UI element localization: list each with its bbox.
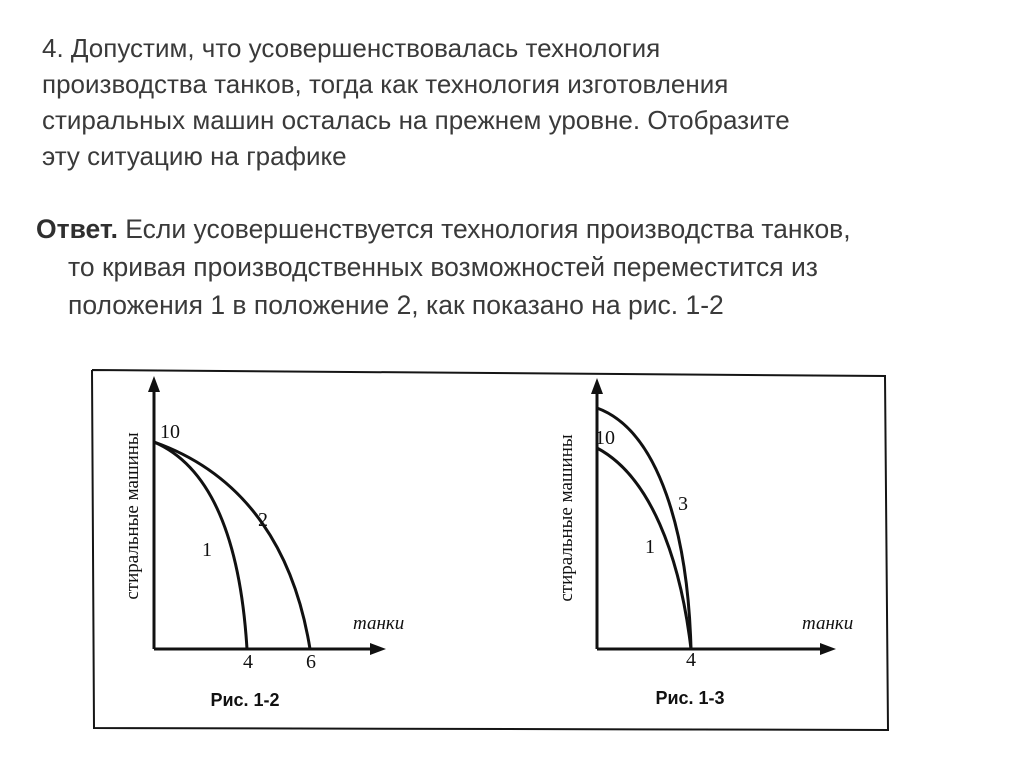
fig2-curve-1 (597, 448, 691, 649)
fig1-y-axis-arrow (148, 376, 160, 392)
fig1-curve-label-2: 2 (258, 509, 268, 531)
fig2-y-axis-label: стиральные машины (556, 434, 577, 602)
figure-1-3 (556, 378, 853, 708)
fig1-curve-1 (154, 442, 247, 649)
fig2-x-axis-arrow (820, 643, 836, 655)
answer-line-2: то кривая производственных возможностей переместится из (68, 252, 818, 282)
fig1-x-axis-label: танки (353, 613, 405, 634)
fig1-caption: Рис. 1-2 (210, 690, 280, 710)
fig2-x-tick-label-4: 4 (686, 649, 696, 671)
answer-label: Ответ. (36, 214, 118, 244)
figure-scan (90, 366, 890, 738)
question-line-4: эту ситуацию на графике (42, 141, 347, 171)
answer-line-3: положения 1 в положение 2, как показано на рис. 1-2 (68, 290, 724, 320)
question-text (42, 30, 982, 174)
fig2-x-axis-label: танки (802, 613, 854, 634)
fig1-x-tick-label-6: 6 (306, 651, 316, 673)
answer-text (36, 210, 996, 324)
figure-1-2 (122, 376, 404, 710)
fig2-curve-label-1: 1 (645, 536, 655, 558)
figure-svg (90, 366, 890, 738)
fig1-curve-label-1: 1 (202, 539, 212, 561)
fig2-caption: Рис. 1-3 (655, 688, 725, 708)
fig1-x-axis-arrow (370, 643, 386, 655)
answer-line-1 (36, 210, 996, 248)
fig2-y-axis-arrow (591, 378, 603, 394)
question-line-3: стиральных машин осталась на прежнем уровне. Отобразите (42, 105, 790, 135)
fig2-curve-label-3: 3 (678, 493, 688, 515)
fig1-x-tick-label-4: 4 (243, 651, 253, 673)
question-line-2: производства танков, тогда как технология изготовления (42, 69, 729, 99)
fig2-y-intercept-label: 10 (595, 427, 615, 449)
fig1-y-axis-label: стиральные машины (122, 432, 143, 600)
question-line-1: 4. Допустим, что усовершенствовалась технология (42, 33, 661, 63)
answer-line-1-text: Если усовершенствуется технология производства танков, (117, 214, 851, 244)
fig1-y-intercept-label: 10 (160, 421, 180, 443)
